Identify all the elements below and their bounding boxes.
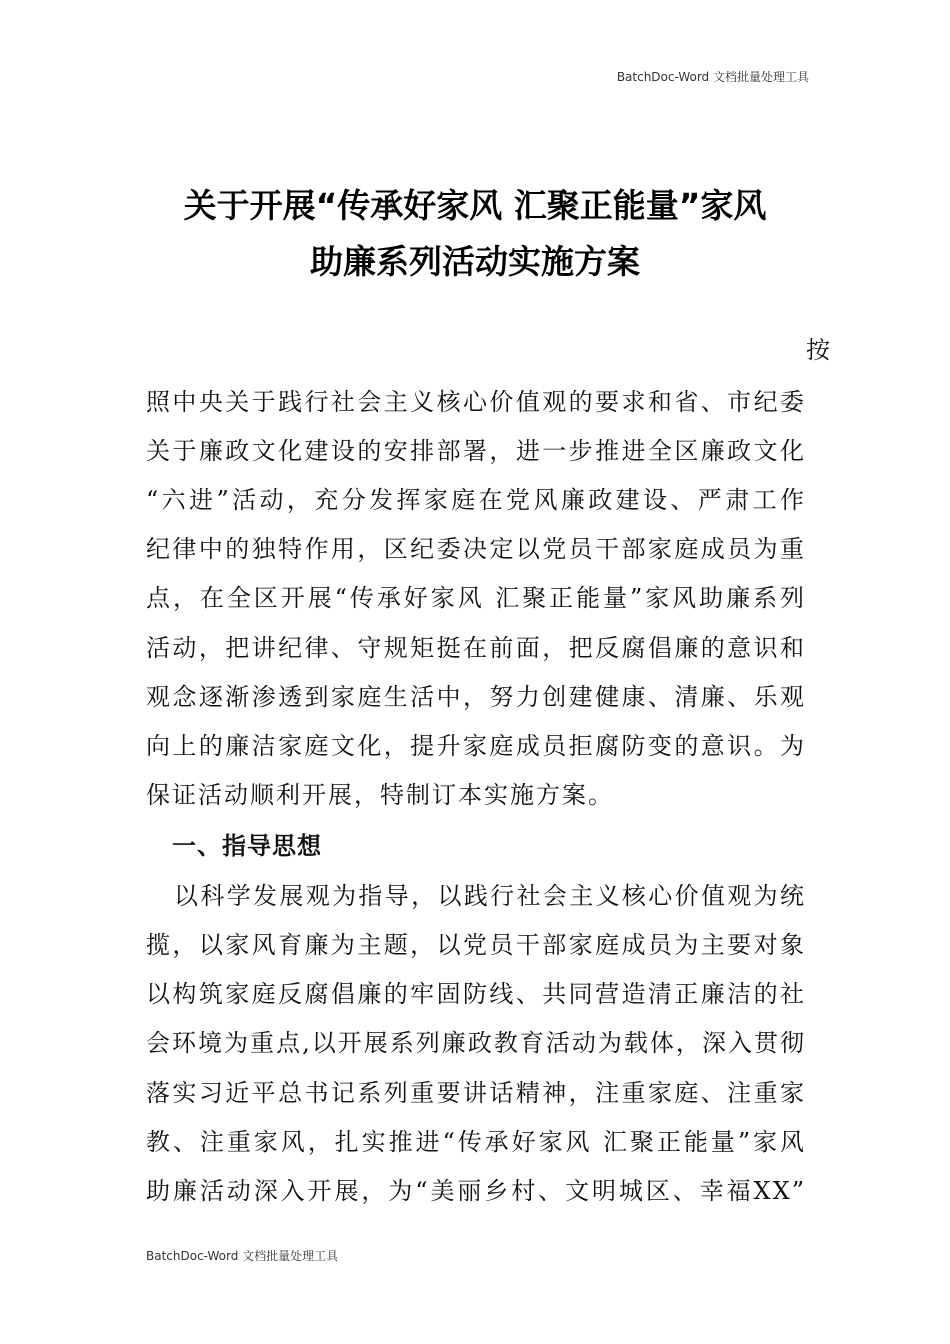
paragraph-line: 会环境为重点,以开展系列廉政教育活动为载体，深入贯彻 xyxy=(146,1029,806,1057)
paragraph-line: 关于廉政文化建设的安排部署，进一步推进全区廉政文化 xyxy=(146,437,806,465)
paragraph-line: 教、注重家风，扎实推进“传承好家风 汇聚正能量”家风 xyxy=(146,1128,806,1156)
paragraph-line: 以构筑家庭反腐倡廉的牢固防线、共同营造清正廉洁的社 xyxy=(146,980,806,1008)
paragraph-line: 点，在全区开展“传承好家风 汇聚正能量”家风助廉系列 xyxy=(146,584,806,612)
paragraph-line: 纪律中的独特作用，区纪委决定以党员干部家庭成员为重 xyxy=(146,535,806,563)
paragraph-line: 以科学发展观为指导，以践行社会主义核心价值观为统 xyxy=(174,882,806,910)
page-header: BatchDoc-Word 文档批量处理工具 xyxy=(616,70,809,84)
paragraph-lead-character: 按 xyxy=(806,336,830,364)
paragraph-line: 向上的廉洁家庭文化，提升家庭成员拒腐防变的意识。为 xyxy=(146,732,806,760)
paragraph-line: 活动，把讲纪律、守规矩挺在前面，把反腐倡廉的意识和 xyxy=(146,634,806,662)
page-footer: BatchDoc-Word 文档批量处理工具 xyxy=(146,1249,339,1263)
paragraph-line: 落实习近平总书记系列重要讲话精神，注重家庭、注重家 xyxy=(146,1079,806,1107)
section-heading: 一、指导思想 xyxy=(172,832,322,860)
paragraph-line: 揽，以家风育廉为主题，以党员干部家庭成员为主要对象 xyxy=(146,931,806,959)
document-title-line-2: 助廉系列活动实施方案 xyxy=(310,242,640,281)
document-title-line-1: 关于开展“传承好家风 汇聚正能量”家风 xyxy=(183,186,767,225)
paragraph-line: 保证活动顺利开展，特制订本实施方案。 xyxy=(146,781,614,809)
document-title xyxy=(130,178,820,290)
paragraph-line: “六进”活动，充分发挥家庭在党风廉政建设、严肃工作 xyxy=(146,486,806,514)
paragraph-line: 照中央关于践行社会主义核心价值观的要求和省、市纪委 xyxy=(146,388,806,416)
paragraph-line: 助廉活动深入开展，为“美丽乡村、文明城区、幸福XX” xyxy=(146,1177,806,1205)
paragraph-line: 观念逐渐渗透到家庭生活中，努力创建健康、清廉、乐观 xyxy=(146,683,806,711)
